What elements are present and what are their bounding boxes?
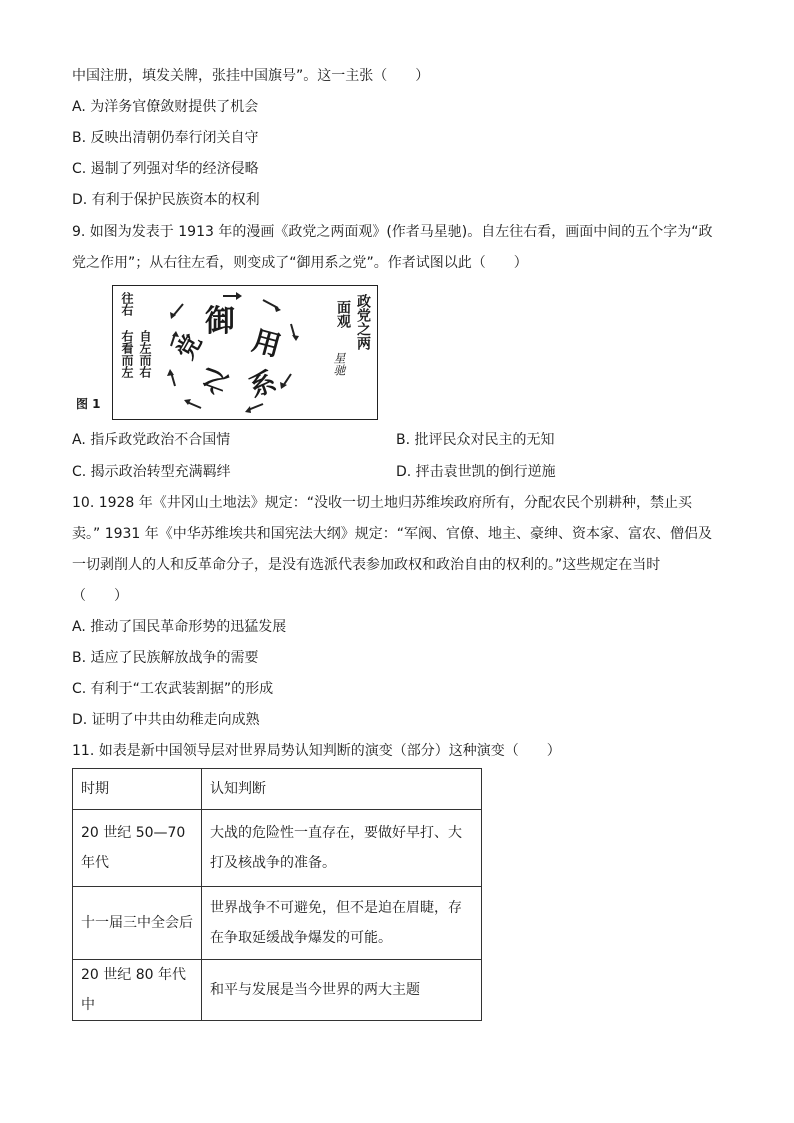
q10-stem-line1: 10. 1928 年《井冈山土地法》规定：“没收一切土地归苏维埃政府所有，分配农民个别耕种，禁止买	[72, 495, 693, 511]
center-glyph-3: 系	[245, 366, 281, 404]
q9-stem-line2: 党之作用”；从右往左看，则变成了“御用系之党”。作者试图以此（ ）	[72, 255, 528, 271]
table-header-judgment: 认知判断	[202, 769, 482, 810]
left-caption-2: 右看而左	[120, 330, 134, 378]
table-header-row	[73, 769, 482, 810]
center-glyph-5: 党	[170, 328, 208, 365]
center-glyph-2: 用	[248, 323, 285, 364]
table-cell-judgment: 世界战争不可避免，但不是迫在眉睫，存在争取延缓战争爆发的可能。	[202, 887, 482, 960]
q8-option-d: D. 有利于保护民族资本的权利	[72, 192, 260, 208]
table-cell-period: 十一届三中全会后	[73, 887, 202, 960]
q9-option-d: D. 抨击袁世凯的倒行逆施	[396, 464, 556, 480]
figure-label: 图 1	[76, 397, 101, 411]
cartoon-title-2: 面观	[335, 300, 351, 328]
q10-stem-line3: 一切剥削人的人和反革命分子，是没有选派代表参加政权和政治自由的权利的。”这些规定在当时	[72, 557, 661, 573]
q10-option-a: A. 推动了国民革命形势的迅猛发展	[72, 619, 287, 635]
cartoon-title-1: 政党之两	[355, 294, 371, 350]
q8-stem-tail: 中国注册，填发关牌，张挂中国旗号”。这一主张（ ）	[72, 68, 430, 84]
left-caption-3: 自左而右	[138, 330, 152, 378]
table-cell-judgment: 和平与发展是当今世界的两大主题	[202, 960, 482, 1021]
table-cell-period: 20 世纪 80 年代中	[73, 960, 202, 1021]
cartoon-figure	[76, 285, 376, 420]
center-glyph-4: 之	[197, 361, 233, 399]
table-row	[73, 810, 482, 887]
table-row	[73, 960, 482, 1021]
cognition-table	[72, 768, 482, 1021]
q10-option-b: B. 适应了民族解放战争的需要	[72, 650, 259, 666]
q8-option-b: B. 反映出清朝仍奉行闭关自守	[72, 130, 259, 146]
q8-option-a: A. 为洋务官僚敛财提供了机会	[72, 99, 259, 115]
q9-stem-line1: 9. 如图为发表于 1913 年的漫画《政党之两面观》(作者马星驰)。自左往右看，画面中间的五个字为“政	[72, 224, 713, 240]
q9-option-a: A. 指斥政党政治不合国情	[72, 432, 231, 448]
q10-stem-line2: 卖。” 1931 年《中华苏维埃共和国宪法大纲》规定：“军阀、官僚、地主、豪绅、资本家、富农、僧侣及	[72, 526, 713, 542]
cartoon-frame	[112, 285, 378, 420]
q10-option-d: D. 证明了中共由幼稚走向成熟	[72, 712, 260, 728]
q11-stem: 11. 如表是新中国领导层对世界局势认知判断的演变（部分）这种演变（ ）	[72, 743, 561, 759]
table-cell-period: 20 世纪 50—70 年代	[73, 810, 202, 887]
table-row	[73, 887, 482, 960]
q9-option-c: C. 揭示政治转型充满羁绊	[72, 464, 231, 480]
q10-option-c: C. 有利于“工农武装割据”的形成	[72, 681, 274, 697]
left-caption-1: 往右	[120, 292, 134, 316]
cartoon-signature: 星驰	[332, 352, 346, 376]
q8-option-c: C. 遏制了列强对华的经济侵略	[72, 161, 259, 177]
table-header-period: 时期	[73, 769, 202, 810]
q10-stem-line4: （ ）	[72, 588, 128, 604]
q9-option-b: B. 批评民众对民主的无知	[396, 432, 555, 448]
table-cell-judgment: 大战的危险性一直存在，要做好早打、大打及核战争的准备。	[202, 810, 482, 887]
center-glyph-1: 御	[205, 304, 235, 339]
